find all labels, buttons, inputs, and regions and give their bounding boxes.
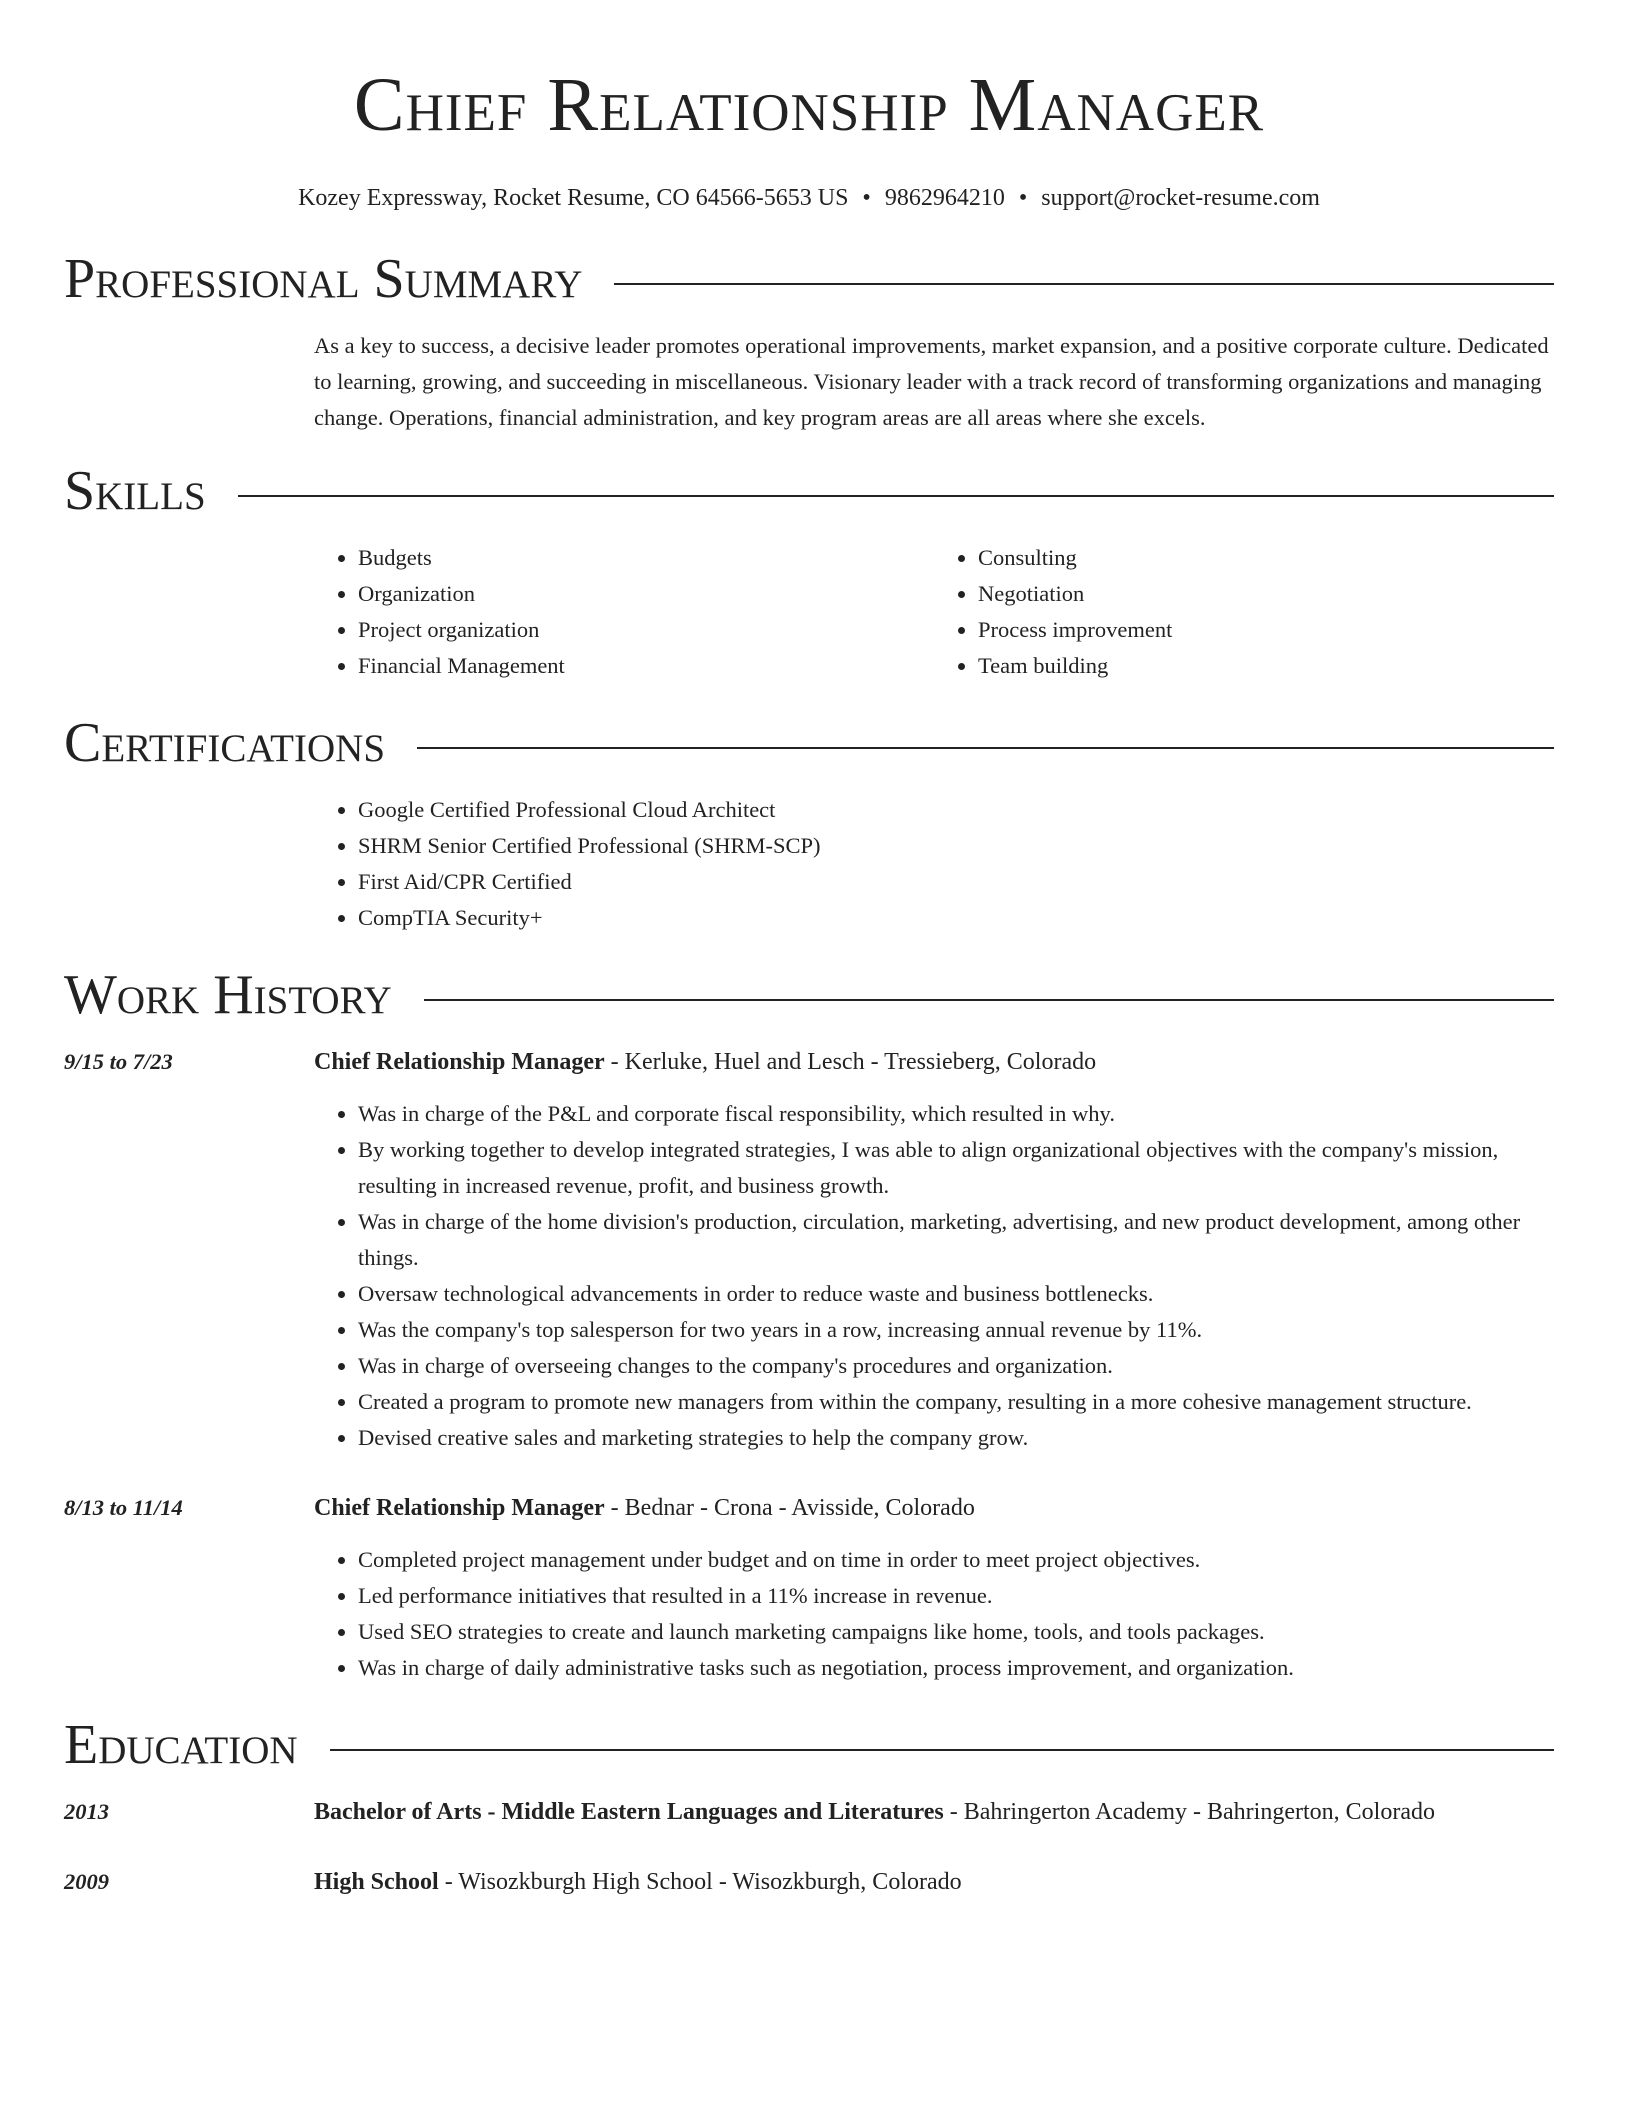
education-year: 2013	[64, 1799, 109, 1824]
section-divider	[330, 1749, 1554, 1751]
skill-item: • Negotiation	[978, 576, 1554, 612]
work-bullet-list	[314, 1096, 1554, 1456]
skill-item: • Project organization	[358, 612, 934, 648]
work-bullet: • Was in charge of the P&L and corporate fiscal responsibility, which resulted in why.	[358, 1096, 1554, 1132]
resume-page	[64, 0, 1554, 1900]
certifications-list	[314, 792, 1554, 936]
work-dates: 9/15 to 7/23	[64, 1049, 173, 1074]
skill-item: • Budgets	[358, 540, 934, 576]
certifications-heading	[64, 708, 1554, 778]
section-divider	[614, 283, 1554, 285]
skill-item: • Team building	[978, 648, 1554, 684]
contact-separator: •	[862, 185, 871, 211]
summary-body	[314, 328, 1554, 436]
summary-text: As a key to success, a decisive leader promotes operational improvements, market expansion, and a positive corporate culture. Dedicated to learning, growing, and succeeding in miscellaneous. Visionary leader with a track record of transforming organizations and managing change. Operations, financial administration, and key program areas are all areas where she excels.	[314, 333, 1549, 430]
work-bullet: • Was in charge of daily administrative tasks such as negotiation, process improvement, and organization.	[358, 1650, 1554, 1686]
education-entry	[64, 1794, 1554, 1830]
section-title: Education	[64, 1714, 298, 1776]
work-role: Chief Relationship Manager	[314, 1049, 605, 1075]
skills-column-right	[934, 540, 1554, 684]
resume-name: Chief Relationship Manager	[353, 63, 1265, 147]
contact-address: Kozey Expressway, Rocket Resume, CO 64566-5653 US	[298, 185, 849, 211]
work-bullet-list	[314, 1542, 1554, 1686]
section-divider	[424, 999, 1554, 1001]
work-bullet: • Devised creative sales and marketing strategies to help the company grow.	[358, 1420, 1554, 1456]
work-company: - Kerluke, Huel and Lesch - Tressieberg, Colorado	[604, 1049, 1097, 1075]
education-heading	[64, 1710, 1554, 1780]
work-detail	[314, 1490, 1554, 1526]
work-bullet: • By working together to develop integrated strategies, I was able to align organizational objectives with the company's mission, resulting in increased revenue, profit, and business growth.	[358, 1132, 1554, 1204]
skills-heading	[64, 456, 1554, 526]
work-company: - Bednar - Crona - Avisside, Colorado	[604, 1495, 975, 1521]
certifications-body	[314, 792, 1554, 936]
work-bullets	[314, 1096, 1554, 1456]
skill-item: • Process improvement	[978, 612, 1554, 648]
work-history-heading	[64, 960, 1554, 1030]
contact-line	[64, 182, 1554, 214]
contact-separator: •	[1018, 185, 1028, 211]
work-bullet: • Created a program to promote new managers from within the company, resulting in a more cohesive management structure.	[358, 1384, 1554, 1420]
work-bullet: • Was the company's top salesperson for two years in a row, increasing annual revenue by 11%.	[358, 1312, 1554, 1348]
skills-section	[64, 456, 1554, 684]
education-entry	[64, 1864, 1554, 1900]
education-year: 2009	[64, 1869, 109, 1894]
certification-item: • Google Certified Professional Cloud Architect	[358, 792, 1554, 828]
work-bullet: • Completed project management under budget and on time in order to meet project objectives.	[358, 1542, 1554, 1578]
work-entry	[64, 1044, 1554, 1456]
work-role: Chief Relationship Manager	[314, 1495, 605, 1521]
section-title: Professional Summary	[64, 248, 583, 310]
certifications-section	[64, 708, 1554, 936]
section-divider	[238, 495, 1554, 497]
education-school: - Bahringerton Academy - Bahringerton, Colorado	[943, 1799, 1435, 1825]
work-bullet: • Led performance initiatives that resulted in a 11% increase in revenue.	[358, 1578, 1554, 1614]
skills-list	[314, 540, 1554, 684]
summary-section	[64, 244, 1554, 436]
work-bullet: • Oversaw technological advancements in order to reduce waste and business bottlenecks.	[358, 1276, 1554, 1312]
education-school: - Wisozkburgh High School - Wisozkburgh, Colorado	[438, 1869, 962, 1895]
certification-item: • SHRM Senior Certified Professional (SHRM-SCP)	[358, 828, 1554, 864]
work-bullet: • Used SEO strategies to create and launch marketing campaigns like home, tools, and tools packages.	[358, 1614, 1554, 1650]
skill-item: • Organization	[358, 576, 934, 612]
skill-item: • Financial Management	[358, 648, 934, 684]
skills-column-left	[314, 540, 934, 684]
work-bullets	[314, 1542, 1554, 1686]
section-title: Certifications	[64, 712, 386, 774]
section-divider	[417, 747, 1554, 749]
education-degree: High School	[314, 1869, 439, 1895]
contact-phone: 9862964210	[884, 185, 1005, 211]
work-entry-header	[64, 1044, 1554, 1080]
skill-item: • Consulting	[978, 540, 1554, 576]
education-detail	[314, 1794, 1554, 1830]
section-title: Skills	[64, 460, 206, 522]
certification-item: • First Aid/CPR Certified	[358, 864, 1554, 900]
work-dates: 8/13 to 11/14	[64, 1495, 183, 1520]
summary-heading	[64, 244, 1554, 314]
contact-email: support@rocket-resume.com	[1041, 185, 1320, 211]
work-entry-header	[64, 1490, 1554, 1526]
work-history-section	[64, 960, 1554, 1686]
work-bullet: • Was in charge of overseeing changes to the company's procedures and organization.	[358, 1348, 1554, 1384]
certification-item: • CompTIA Security+	[358, 900, 1554, 936]
work-entry	[64, 1490, 1554, 1686]
education-detail	[314, 1864, 1554, 1900]
section-title: Work History	[64, 964, 392, 1026]
education-degree: Bachelor of Arts - Middle Eastern Languages and Literatures	[314, 1799, 944, 1825]
work-detail	[314, 1044, 1554, 1080]
education-section	[64, 1710, 1554, 1900]
work-bullet: • Was in charge of the home division's production, circulation, marketing, advertising, and new product development, among other things.	[358, 1204, 1554, 1276]
